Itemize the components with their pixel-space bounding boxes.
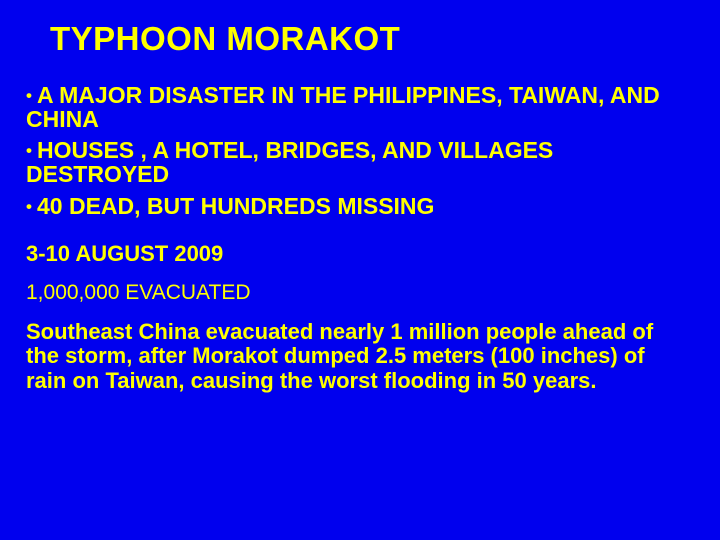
bullet-icon: • [26, 196, 32, 216]
body-paragraph: Southeast China evacuated nearly 1 million people ahead of the storm, after Morakot dumped 2.5 meters (100 inches) of rain on Taiwan, causing the worst flooding in 50 years. [26, 318, 654, 393]
list-item-text: A MAJOR DISASTER IN THE PHILIPPINES, TAIWAN, AND CHINA [26, 82, 660, 132]
list-item [26, 139, 696, 186]
list-item [26, 84, 696, 131]
bullet-icon: • [26, 141, 32, 161]
spacer [26, 266, 696, 282]
spacer [26, 226, 696, 242]
slide-body [26, 84, 696, 393]
spacer [26, 304, 696, 320]
date-range: 3-10 AUGUST 2009 [26, 241, 224, 267]
list-item-text: HOUSES , A HOTEL, BRIDGES, AND VILLAGES DESTROYED [26, 137, 554, 188]
evacuated-count: 1,000,000 EVACUATED [26, 280, 251, 304]
page-title: TYPHOON MORAKOT [50, 20, 401, 57]
list-item [26, 192, 696, 219]
list-item-text: 40 DEAD, BUT HUNDREDS MISSING [37, 192, 435, 219]
bullet-icon: • [26, 86, 32, 105]
